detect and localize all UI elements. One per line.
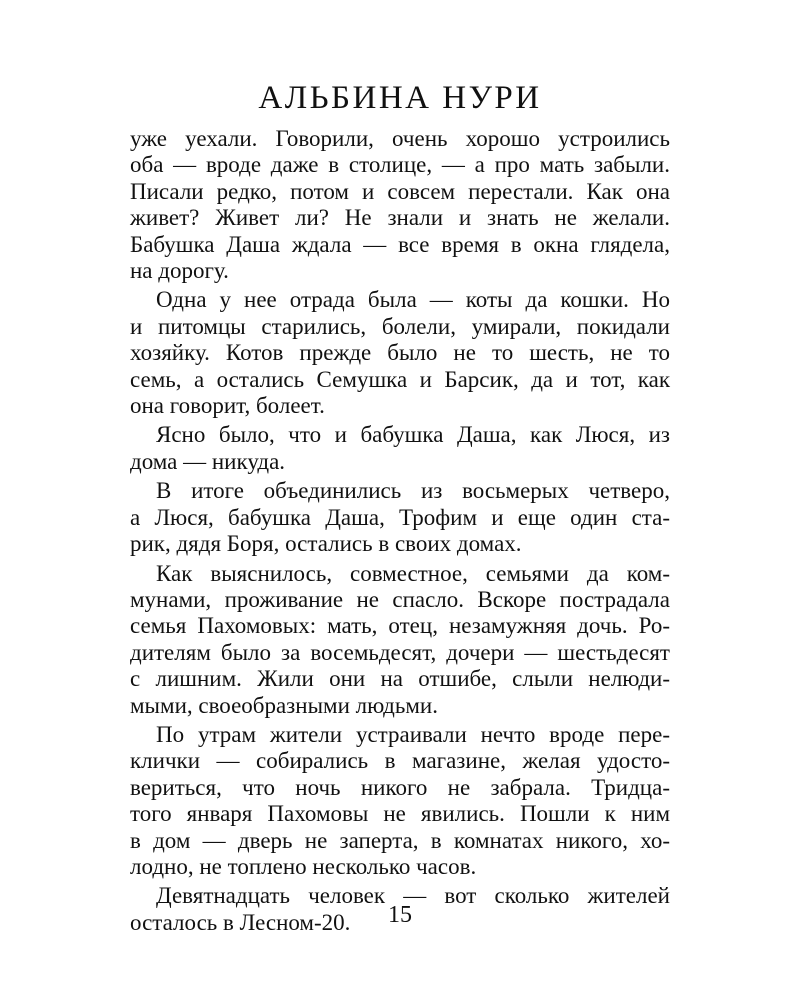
text-line: и питомцы старились, болели, умирали, покидали [130,313,670,339]
text-line: того января Пахомовы не явились. Пошли к ним [130,801,670,827]
text-line: семь, а остались Семушка и Барсик, да и тот, как [130,366,670,392]
text-line: мыми, своеобразными людьми. [130,692,438,718]
text-line: вериться, что ночь никого не забрала. Тридца- [130,774,670,800]
text-line: уже уехали. Говорили, очень хорошо устроились [130,126,670,151]
text-line: а Люся, бабушка Даша, Трофим и еще один ста- [130,504,670,530]
text-line: в дом — дверь не заперта, в комнатах никого, хо- [130,827,670,853]
text-line: Ясно было, что и бабушка Даша, как Люся, из [156,422,670,448]
text-line: Бабушка Даша ждала — все время в окна глядела, [130,231,670,257]
text-line: Писали редко, потом и совсем перестали. Как она [130,178,670,204]
paragraph [130,422,670,475]
text-line: дителям было за восемьдесят, дочери — шестьдесят [130,639,670,665]
text-line: осталось в Лесном-20. [130,909,351,935]
paragraph [130,478,670,557]
text-line: В итоге объединились из восьмерых четверо, [156,478,670,504]
text-line: По утрам жители устраивали нечто вроде пере- [156,721,670,747]
text-line: клички — собирались в магазине, желая удосто- [130,748,670,774]
text-line: Как выяснилось, совместное, семьями да ком- [156,560,670,586]
text-line: хозяйку. Котов прежде было не то шесть, не то [130,340,670,366]
running-header-author: АЛЬБИНА НУРИ [258,80,542,116]
text-line: на дорогу. [130,258,229,284]
text-line: оба — вроде даже в столице, — а про мать забыли. [130,152,670,178]
body-text [130,126,670,939]
text-line: семья Пахомовых: мать, отец, незамужняя дочь. Ро- [130,613,670,639]
text-line: живет? Живет ли? Не знали и знать не желали. [130,205,670,231]
paragraph [130,561,670,719]
text-line: Девятнадцать человек — вот сколько жителей [156,883,670,909]
text-line: лодно, не топлено несколько часов. [130,853,477,879]
paragraph [130,287,670,419]
text-line: мунами, проживание не спасло. Вскоре пострадала [130,586,670,612]
paragraph [130,126,670,284]
paragraph [130,722,670,880]
text-line: с лишним. Жили они на отшибе, слыли нелюди- [130,666,670,692]
text-line: рик, дядя Боря, остались в своих домах. [130,531,522,557]
text-line: дома — никуда. [130,448,286,474]
text-line: Одна у нее отрада была — коты да кошки. Но [156,287,670,313]
page-number: 15 [388,902,412,928]
text-line: она говорит, болеет. [130,393,325,419]
